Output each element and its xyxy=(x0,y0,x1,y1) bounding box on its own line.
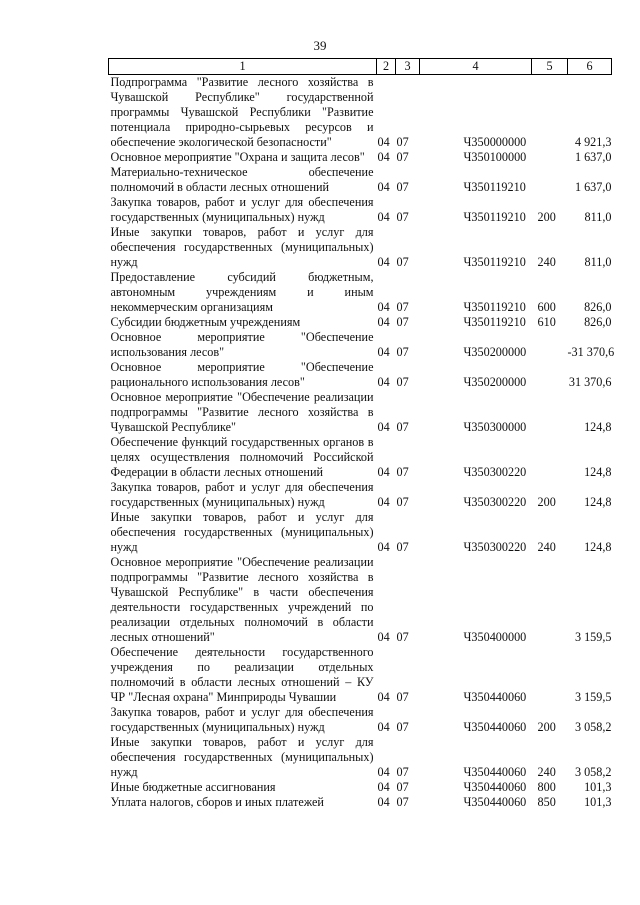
row-name-cell: Уплата налогов, сборов и иных платежей xyxy=(110,795,324,809)
row-subsection-cell: 07 xyxy=(396,255,409,269)
row-expense-type-cell xyxy=(532,150,568,165)
header-col-2: 2 xyxy=(377,59,396,75)
row-name-cell: Иные закупки товаров, работ и услуг для обеспечения государственных (муниципальных) нужд xyxy=(110,510,374,554)
table-row xyxy=(109,195,612,225)
row-section-cell: 04 xyxy=(377,765,390,779)
row-amount-cell: -31 370,6 xyxy=(567,345,615,359)
row-expense-type-cell: 200 xyxy=(537,720,556,734)
row-target-article-cell: Ч350440060 xyxy=(463,690,527,704)
page-number: 39 xyxy=(313,38,327,53)
header-col-3: 3 xyxy=(396,59,420,75)
row-name-cell: Закупка товаров, работ и услуг для обеспечения государственных (муниципальных) нужд xyxy=(110,705,374,734)
header-col-4: 4 xyxy=(420,59,532,75)
row-name-cell: Иные закупки товаров, работ и услуг для обеспечения государственных (муниципальных) нужд xyxy=(110,225,374,269)
row-amount-cell: 1 637,0 xyxy=(574,180,612,194)
table-row xyxy=(109,150,612,165)
table-row xyxy=(109,270,612,315)
row-target-article-cell: Ч350119210 xyxy=(463,255,526,269)
table-row xyxy=(109,735,612,780)
table-row xyxy=(109,510,612,555)
row-subsection-cell: 07 xyxy=(396,345,409,359)
row-name-cell: Основное мероприятие "Обеспечение использования лесов" xyxy=(110,330,374,359)
table-row xyxy=(109,705,612,735)
row-amount-cell: 1 637,0 xyxy=(574,150,612,164)
table-row xyxy=(109,780,612,795)
row-section-cell: 04 xyxy=(377,540,390,554)
row-subsection-cell: 07 xyxy=(396,795,409,809)
row-target-article-cell: Ч350300220 xyxy=(463,540,527,554)
row-subsection-cell: 07 xyxy=(396,315,409,329)
row-name-cell: Материально-техническое обеспечение полномочий в области лесных отношений xyxy=(110,165,374,194)
row-name-cell: Закупка товаров, работ и услуг для обеспечения государственных (муниципальных) нужд xyxy=(110,195,374,224)
table-row xyxy=(109,390,612,435)
table-row xyxy=(109,225,612,270)
row-subsection-cell: 07 xyxy=(396,375,409,389)
row-subsection-cell: 07 xyxy=(396,300,409,314)
table-row xyxy=(109,795,612,810)
row-section-cell: 04 xyxy=(377,465,390,479)
row-section-cell: 04 xyxy=(377,720,390,734)
table-row xyxy=(109,555,612,645)
header-col-1: 1 xyxy=(109,59,377,75)
row-target-article-cell: Ч350000000 xyxy=(463,135,527,149)
row-section-cell: 04 xyxy=(377,210,390,224)
row-amount-cell: 3 159,5 xyxy=(574,630,612,644)
row-expense-type-cell: 850 xyxy=(537,795,556,809)
row-expense-type-cell xyxy=(532,390,568,435)
row-name-cell: Предоставление субсидий бюджетным, автономным учреждениям и иным некоммерческим организациям xyxy=(110,270,374,314)
row-subsection-cell: 07 xyxy=(396,630,409,644)
row-subsection-cell: 07 xyxy=(396,540,409,554)
row-subsection-cell: 07 xyxy=(396,780,409,794)
row-section-cell: 04 xyxy=(377,795,390,809)
row-target-article-cell: Ч350440060 xyxy=(463,780,527,794)
row-amount-cell: 31 370,6 xyxy=(568,375,612,389)
header-col-5: 5 xyxy=(532,59,568,75)
row-amount-cell: 4 921,3 xyxy=(574,135,612,149)
row-name-cell: Обеспечение функций государственных органов в целях осуществления полномочий Российской Федерации в области лесных отношений xyxy=(110,435,374,479)
row-expense-type-cell: 800 xyxy=(537,780,556,794)
row-expense-type-cell xyxy=(532,435,568,480)
row-amount-cell: 101,3 xyxy=(584,795,612,809)
row-expense-type-cell: 600 xyxy=(537,300,556,314)
header-col-6: 6 xyxy=(568,59,612,75)
row-amount-cell: 124,8 xyxy=(584,420,612,434)
table-row xyxy=(109,165,612,195)
table-row xyxy=(109,330,612,360)
row-subsection-cell: 07 xyxy=(396,690,409,704)
row-expense-type-cell xyxy=(532,165,568,195)
row-name-cell: Основное мероприятие "Обеспечение реализации подпрограммы "Развитие лесного хозяйства в Чувашской Республике" в части обеспечения деятельности государственных учреждений по реализации отдельных полномочий в области лесных отношений" xyxy=(110,555,374,644)
row-target-article-cell: Ч350300220 xyxy=(463,495,527,509)
row-amount-cell: 3 159,5 xyxy=(574,690,612,704)
row-section-cell: 04 xyxy=(377,300,390,314)
table-row xyxy=(109,315,612,330)
row-section-cell: 04 xyxy=(377,690,390,704)
row-expense-type-cell xyxy=(532,555,568,645)
row-amount-cell: 124,8 xyxy=(584,495,612,509)
table-body xyxy=(109,75,615,811)
row-section-cell: 04 xyxy=(377,315,390,329)
row-section-cell: 04 xyxy=(377,420,390,434)
row-name-cell: Субсидии бюджетным учреждениям xyxy=(110,315,301,329)
row-section-cell: 04 xyxy=(377,150,390,164)
row-target-article-cell: Ч350200000 xyxy=(463,375,527,389)
table-row xyxy=(109,360,612,390)
row-subsection-cell: 07 xyxy=(396,180,409,194)
row-target-article-cell: Ч350119210 xyxy=(463,300,526,314)
row-target-article-cell: Ч350400000 xyxy=(463,630,527,644)
row-expense-type-cell: 240 xyxy=(537,540,556,554)
budget-table xyxy=(108,58,615,810)
row-target-article-cell: Ч350440060 xyxy=(463,720,527,734)
row-expense-type-cell xyxy=(532,360,568,390)
row-amount-cell: 3 058,2 xyxy=(574,765,612,779)
row-target-article-cell: Ч350100000 xyxy=(463,150,527,164)
row-name-cell: Подпрограмма "Развитие лесного хозяйства в Чувашской Республике" государственной программы Чувашской Республики "Развитие потенциала природно-сырьевых ресурсов и обеспечение экологической безопасности" xyxy=(110,75,374,149)
row-target-article-cell: Ч350200000 xyxy=(463,345,527,359)
row-expense-type-cell: 200 xyxy=(537,210,556,224)
row-expense-type-cell xyxy=(532,75,568,151)
row-section-cell: 04 xyxy=(377,375,390,389)
row-subsection-cell: 07 xyxy=(396,465,409,479)
row-section-cell: 04 xyxy=(377,255,390,269)
row-expense-type-cell: 240 xyxy=(537,255,556,269)
row-name-cell: Закупка товаров, работ и услуг для обеспечения государственных (муниципальных) нужд xyxy=(110,480,374,509)
row-expense-type-cell: 610 xyxy=(537,315,556,329)
row-section-cell: 04 xyxy=(377,345,390,359)
row-name-cell: Основное мероприятие "Обеспечение рационального использования лесов" xyxy=(110,360,374,389)
row-name-cell: Основное мероприятие "Обеспечение реализации подпрограммы "Развитие лесного хозяйства в Чувашской Республике" xyxy=(110,390,374,434)
row-name-cell: Обеспечение деятельности государственного учреждения по реализации отдельных полномочий в области лесных отношений – КУ ЧР "Лесная охрана" Минприроды Чувашии xyxy=(110,645,374,704)
row-subsection-cell: 07 xyxy=(396,495,409,509)
row-amount-cell: 811,0 xyxy=(584,210,612,224)
row-section-cell: 04 xyxy=(377,135,390,149)
table-row xyxy=(109,435,612,480)
table-row xyxy=(109,75,612,151)
row-amount-cell: 101,3 xyxy=(584,780,612,794)
row-subsection-cell: 07 xyxy=(396,720,409,734)
row-target-article-cell: Ч350119210 xyxy=(463,210,526,224)
table-row xyxy=(109,480,612,510)
row-target-article-cell: Ч350300000 xyxy=(463,420,527,434)
row-subsection-cell: 07 xyxy=(396,210,409,224)
row-amount-cell: 124,8 xyxy=(584,465,612,479)
row-target-article-cell: Ч350440060 xyxy=(463,765,527,779)
row-target-article-cell: Ч350119210 xyxy=(463,315,526,329)
row-amount-cell: 124,8 xyxy=(584,540,612,554)
table-header xyxy=(109,59,612,75)
row-amount-cell: 3 058,2 xyxy=(574,720,612,734)
row-subsection-cell: 07 xyxy=(396,135,409,149)
row-subsection-cell: 07 xyxy=(396,420,409,434)
row-amount-cell: 826,0 xyxy=(584,300,612,314)
row-expense-type-cell: 240 xyxy=(537,765,556,779)
row-name-cell: Основное мероприятие "Охрана и защита лесов" xyxy=(110,150,365,164)
row-section-cell: 04 xyxy=(377,780,390,794)
row-expense-type-cell xyxy=(532,645,568,705)
row-target-article-cell: Ч350300220 xyxy=(463,465,527,479)
row-section-cell: 04 xyxy=(377,495,390,509)
row-target-article-cell: Ч350440060 xyxy=(463,795,527,809)
row-expense-type-cell: 200 xyxy=(537,495,556,509)
row-name-cell: Иные закупки товаров, работ и услуг для обеспечения государственных (муниципальных) нужд xyxy=(110,735,374,779)
row-section-cell: 04 xyxy=(377,180,390,194)
row-target-article-cell: Ч350119210 xyxy=(463,180,526,194)
row-amount-cell: 811,0 xyxy=(584,255,612,269)
row-subsection-cell: 07 xyxy=(396,765,409,779)
row-subsection-cell: 07 xyxy=(396,150,409,164)
row-section-cell: 04 xyxy=(377,630,390,644)
row-expense-type-cell xyxy=(532,330,568,360)
table-row xyxy=(109,645,612,705)
row-name-cell: Иные бюджетные ассигнования xyxy=(110,780,276,794)
row-amount-cell: 826,0 xyxy=(584,315,612,329)
